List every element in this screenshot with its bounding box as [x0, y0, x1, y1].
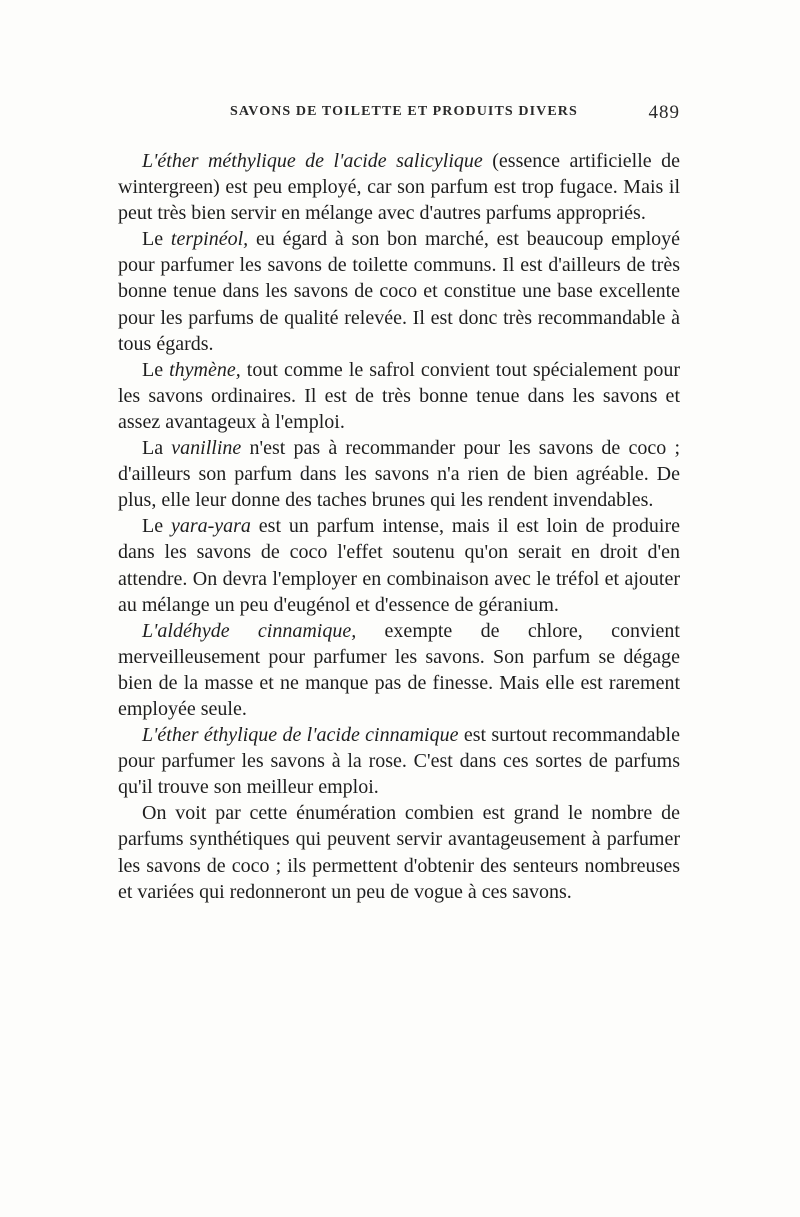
paragraph-text: est surtout recommandable pour parfumer les savons à la rose. C'est dans ces sortes de parfums qu'il trouve son meilleur emploi. — [118, 724, 680, 799]
paragraph-vanilline — [118, 435, 680, 513]
term-ether-methylique: L'éther méthylique de l'acide salicylique — [142, 150, 483, 172]
paragraph-text: exempte de chlore, convient merveilleusement pour parfumer les savons. Son parfum se dégage bien de la masse et ne manque pas de finesse. Mais elle est rarement employée seule. — [118, 619, 680, 720]
paragraph-text: est un parfum intense, mais il est loin de produire dans les savons de coco l'effet soutenu qu'on serait en droit d'en attendre. On devra l'employer en combinaison avec le tréfol et ajouter au mélange un peu d'eugénol et d'essence de géranium. — [118, 515, 680, 616]
term-terpineol: terpinéol, — [170, 228, 249, 251]
paragraph-yara-yara — [118, 513, 680, 617]
term-vanilline: vanilline — [171, 437, 242, 460]
paragraph-ether-ethylique — [118, 722, 680, 800]
term-yara-yara: yara-yara — [170, 515, 251, 538]
paragraph-lead: La — [142, 437, 172, 460]
paragraph-thymene — [118, 357, 680, 435]
page-number: 489 — [648, 102, 680, 123]
term-aldehyde-cinnamique: L'aldéhyde cinnamique, — [142, 619, 357, 642]
term-thymene: thymène, — [169, 358, 241, 381]
paragraph-lead: Le — [142, 515, 171, 538]
paragraph-text: n'est pas à recommander pour les savons de coco ; d'ailleurs son parfum dans les savons n'a rien de bien agréable. De plus, elle leur donne des taches brunes qui les rendent invendables. — [118, 437, 681, 512]
paragraph-lead: Le — [142, 228, 171, 251]
paragraph-text: On voit par cette énumération combien est grand le nombre de parfums synthétiques qui peuvent servir avantageusement à parfumer les savons de coco ; ils permettent d'obtenir des senteurs nombreuses et variées qui redonneront un peu de vogue à ces savons. — [118, 802, 680, 903]
paragraph-aldehyde-cinnamique — [118, 618, 680, 722]
paragraph-terpineol — [118, 226, 680, 356]
term-ether-ethylique: L'éther éthylique de l'acide cinnamique — [142, 724, 459, 747]
paragraph-text: tout comme le safrol convient tout spécialement pour les savons ordinaires. Il est de très bonne tenue dans les savons et assez avantageux à l'emploi. — [118, 358, 680, 433]
paragraph-conclusion — [118, 800, 680, 904]
paragraph-text: (essence artificielle de wintergreen) est peu employé, car son parfum est trop fugace. Mais il peut très bien servir en mélange avec d'autres parfums appropriés. — [118, 150, 680, 225]
running-header — [118, 104, 680, 126]
paragraph-text: eu égard à son bon marché, est beaucoup employé pour parfumer les savons de toilette communs. Il est d'ailleurs de très bonne tenue dans les savons de coco et constitue une base excellente pour les parfums de qualité relevée. Il est donc très recommandable à tous égards. — [118, 228, 681, 355]
paragraph-ether-methylique — [118, 148, 680, 226]
running-title: SAVONS DE TOILETTE ET PRODUITS DIVERS — [230, 104, 578, 119]
paragraph-lead: Le — [142, 358, 170, 381]
body-text — [118, 148, 680, 905]
